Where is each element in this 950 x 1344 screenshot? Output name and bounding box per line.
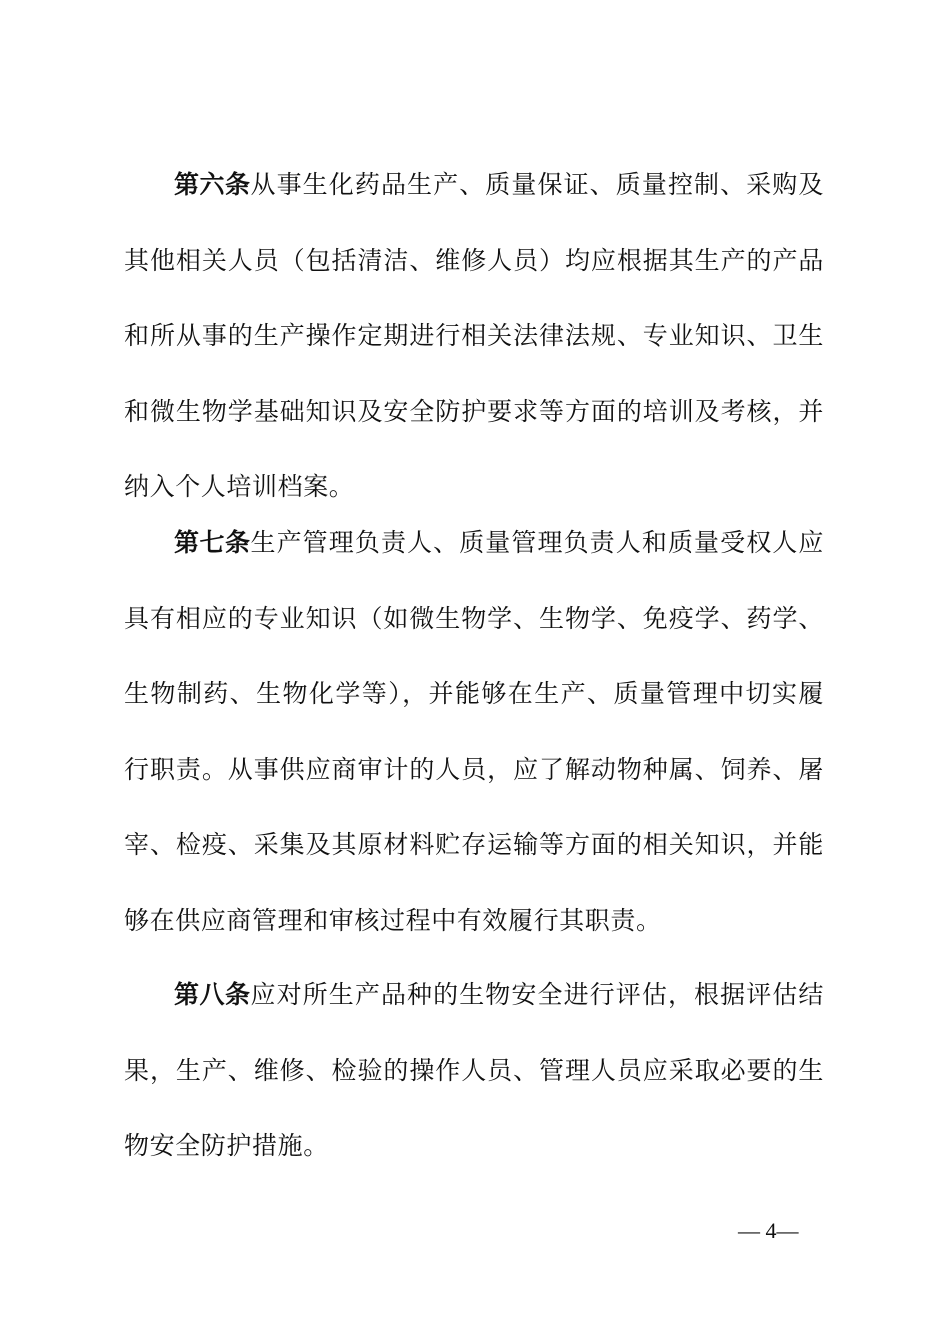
article-8-label: 第八条	[174, 980, 251, 1009]
article-7-label: 第七条	[174, 528, 251, 557]
page-number: — 4—	[738, 1218, 799, 1243]
article-8-text: 应对所生产品种的生物安全进行评估，根据评估结果，生产、维修、检验的操作人员、管理人员应采取必要的生物安全防护措施。	[124, 980, 824, 1160]
article-6-text: 从事生化药品生产、质量保证、质量控制、采购及其他相关人员（包括清洁、维修人员）均应根据其生产的产品和所从事的生产操作定期进行相关法律法规、专业知识、卫生和微生物学基础知识及安全防护要求等方面的培训及考核，并纳入个人培训档案。	[124, 170, 824, 501]
article-8	[124, 957, 824, 1184]
article-7-text: 生产管理负责人、质量管理负责人和质量受权人应具有相应的专业知识（如微生物学、生物学、免疫学、药学、生物制药、生物化学等），并能够在生产、质量管理中切实履行职责。从事供应商审计的人员，应了解动物种属、饲养、屠宰、检疫、采集及其原材料贮存运输等方面的相关知识，并能够在供应商管理和审核过程中有效履行其职责。	[124, 528, 824, 935]
article-7	[124, 505, 824, 958]
article-6	[124, 147, 824, 525]
article-6-label: 第六条	[174, 170, 251, 199]
